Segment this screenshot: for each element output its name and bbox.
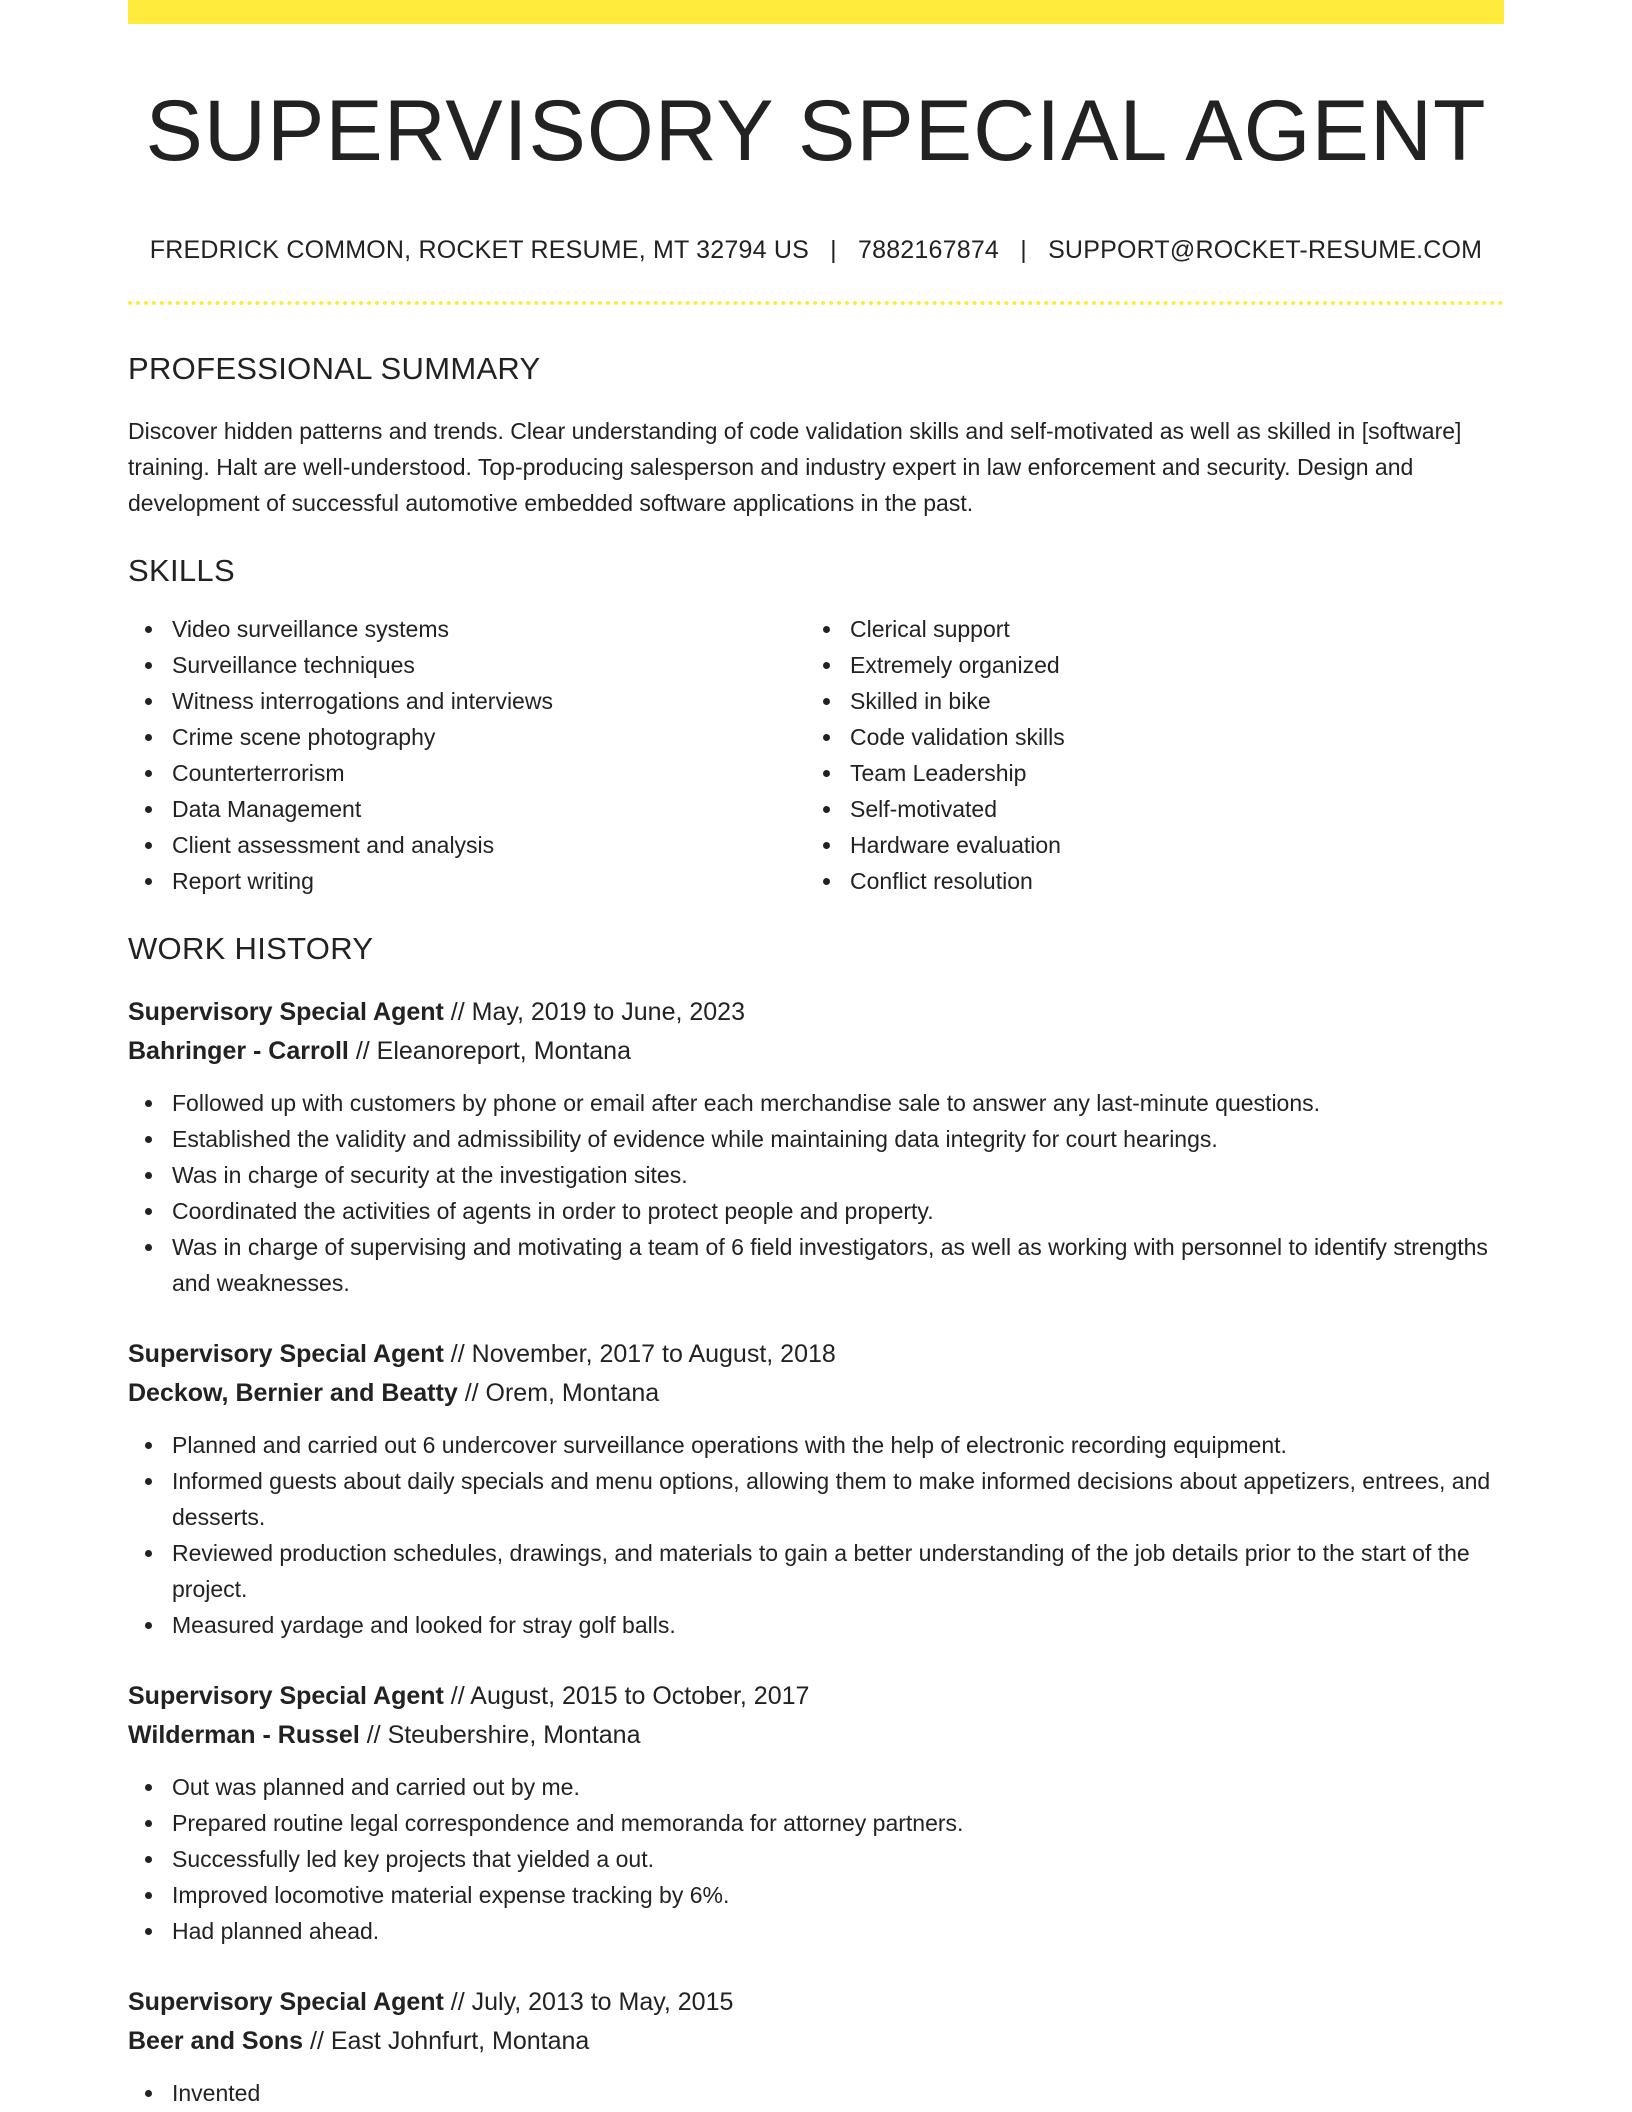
job-title: Supervisory Special Agent	[128, 1682, 444, 1710]
job-location: // East Johnfurt, Montana	[303, 2027, 590, 2055]
job-company: Bahringer - Carroll	[128, 1037, 349, 1065]
job-location: // Eleanoreport, Montana	[348, 1037, 631, 1065]
work-history-heading: WORK HISTORY	[128, 931, 374, 966]
contact-address: FREDRICK COMMON, ROCKET RESUME, MT 32794 US	[149, 236, 809, 264]
job-title-line	[128, 1983, 1504, 2022]
skill-item: Surveillance techniques	[172, 647, 806, 683]
job-bullet: Coordinated the activities of agents in order to protect people and property.	[172, 1193, 1504, 1229]
job-bullet: Planned and carried out 6 undercover surveillance operations with the help of electronic recording equipment.	[172, 1427, 1504, 1463]
job-title-line	[128, 1677, 1504, 1716]
job-bullet: Measured yardage and looked for stray golf balls.	[172, 1607, 1504, 1643]
skill-item: Video surveillance systems	[172, 611, 806, 647]
job-entry	[128, 1983, 1504, 2111]
job-entry	[128, 993, 1504, 1301]
contact-email: SUPPORT@ROCKET-RESUME.COM	[1048, 236, 1483, 264]
summary-heading: PROFESSIONAL SUMMARY	[128, 351, 541, 386]
skill-item: Skilled in bike	[850, 683, 1484, 719]
skill-item: Team Leadership	[850, 755, 1484, 791]
job-bullet: Was in charge of supervising and motivating a team of 6 field investigators, as well as working with personnel to identify strengths and weaknesses.	[172, 1229, 1504, 1301]
top-accent-bar	[128, 0, 1504, 24]
skill-item: Crime scene photography	[172, 719, 806, 755]
job-company-line	[128, 1032, 1504, 1071]
job-title-line	[128, 1335, 1504, 1374]
job-company-line	[128, 2022, 1504, 2061]
resume-page	[128, 0, 1504, 2111]
job-company: Beer and Sons	[128, 2027, 304, 2055]
skills-column-right	[806, 611, 1484, 899]
skill-item: Self-motivated	[850, 791, 1484, 827]
skill-item: Witness interrogations and interviews	[172, 683, 806, 719]
job-title: Supervisory Special Agent	[128, 998, 444, 1026]
contact-separator: |	[830, 236, 837, 264]
job-bullet: Out was planned and carried out by me.	[172, 1769, 1504, 1805]
skills-column-left	[128, 611, 806, 899]
job-company: Wilderman - Russel	[128, 1721, 360, 1749]
skill-item: Client assessment and analysis	[172, 827, 806, 863]
job-location: // Orem, Montana	[457, 1379, 660, 1407]
skill-item: Report writing	[172, 863, 806, 899]
job-bullets	[128, 2075, 1504, 2111]
skill-item: Code validation skills	[850, 719, 1484, 755]
job-bullets	[128, 1427, 1504, 1643]
job-company: Deckow, Bernier and Beatty	[128, 1379, 458, 1407]
job-bullet: Prepared routine legal correspondence and memoranda for attorney partners.	[172, 1805, 1504, 1841]
skill-item: Conflict resolution	[850, 863, 1484, 899]
job-dates: // May, 2019 to June, 2023	[443, 998, 745, 1026]
job-bullets	[128, 1085, 1504, 1301]
job-bullet: Had planned ahead.	[172, 1913, 1504, 1949]
job-dates: // November, 2017 to August, 2018	[443, 1340, 836, 1368]
job-bullet: Reviewed production schedules, drawings, and materials to gain a better understanding of the job details prior to the start of the project.	[172, 1535, 1504, 1607]
job-entry	[128, 1677, 1504, 1949]
dotted-divider	[128, 301, 1504, 305]
job-title: Supervisory Special Agent	[128, 1988, 444, 2016]
job-bullet: Invented	[172, 2075, 1504, 2111]
job-dates: // August, 2015 to October, 2017	[443, 1682, 810, 1710]
job-company-line	[128, 1716, 1504, 1755]
contact-line	[128, 236, 1504, 265]
skills-list	[128, 611, 1504, 899]
summary-text: Discover hidden patterns and trends. Clear understanding of code validation skills and self-motivated as well as skilled in [software] training. Halt are well-understood. Top-producing salesperson and industry expert in law enforcement and security. Design and development of successful automotive embedded software applications in the past.	[128, 418, 1462, 516]
job-bullet: Established the validity and admissibility of evidence while maintaining data integrity for court hearings.	[172, 1121, 1504, 1157]
job-entry	[128, 1335, 1504, 1643]
job-bullet: Informed guests about daily specials and menu options, allowing them to make informed decisions about appetizers, entrees, and desserts.	[172, 1463, 1504, 1535]
job-title: Supervisory Special Agent	[128, 1340, 444, 1368]
job-company-line	[128, 1374, 1504, 1413]
contact-separator: |	[1020, 236, 1027, 264]
job-title-line	[128, 993, 1504, 1032]
skill-item: Counterterrorism	[172, 755, 806, 791]
job-bullet: Was in charge of security at the investigation sites.	[172, 1157, 1504, 1193]
skills-heading: SKILLS	[128, 553, 235, 588]
skill-item: Extremely organized	[850, 647, 1484, 683]
job-location: // Steubershire, Montana	[359, 1721, 641, 1749]
skill-item: Clerical support	[850, 611, 1484, 647]
job-dates: // July, 2013 to May, 2015	[443, 1988, 734, 2016]
resume-title: SUPERVISORY SPECIAL AGENT	[145, 83, 1487, 179]
job-bullet: Successfully led key projects that yielded a out.	[172, 1841, 1504, 1877]
contact-phone: 7882167874	[858, 236, 1000, 264]
job-bullet: Followed up with customers by phone or email after each merchandise sale to answer any last-minute questions.	[172, 1085, 1504, 1121]
job-bullets	[128, 1769, 1504, 1949]
skill-item: Hardware evaluation	[850, 827, 1484, 863]
job-bullet: Improved locomotive material expense tracking by 6%.	[172, 1877, 1504, 1913]
skill-item: Data Management	[172, 791, 806, 827]
